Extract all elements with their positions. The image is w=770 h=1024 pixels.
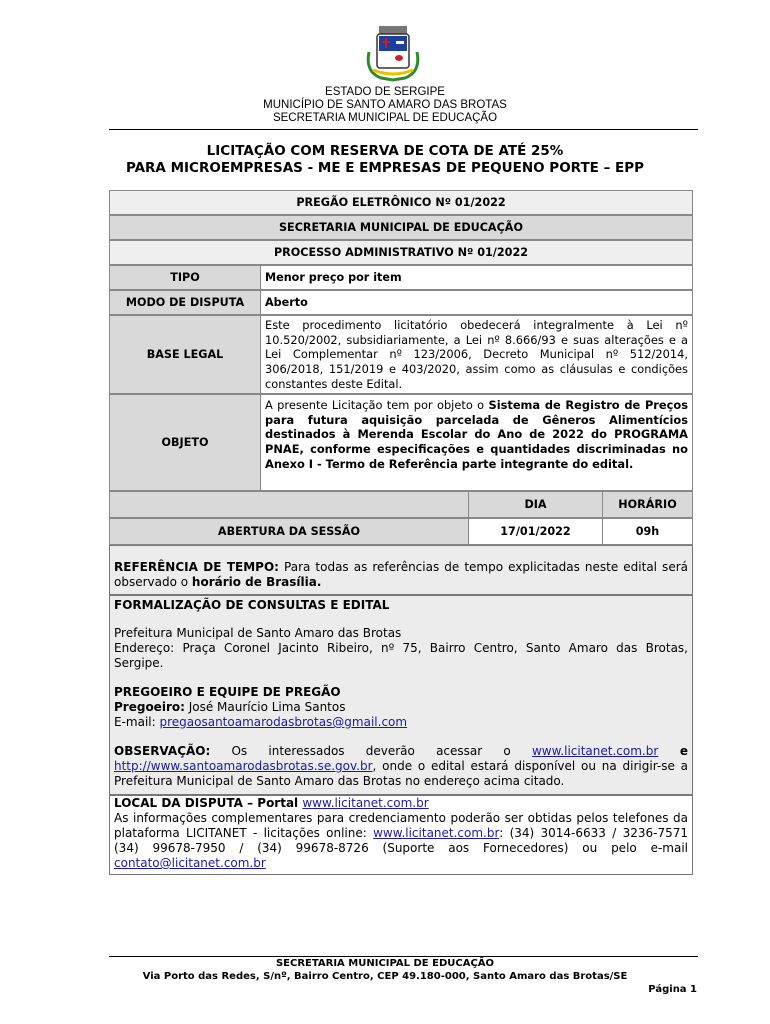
- dia-horario-header-row: [109, 491, 693, 518]
- local-heading: [114, 796, 688, 811]
- pregao-number: PREGÃO ELETRÔNICO Nº 01/2022: [296, 196, 506, 209]
- prefeitura-line: Prefeitura Municipal de Santo Amaro das Brotas: [114, 626, 402, 640]
- base-legal-row: [109, 315, 693, 394]
- municipal-crest-icon: [361, 22, 425, 82]
- prefeitura-site-link[interactable]: http://www.santoamarodasbrotas.se.gov.br: [114, 759, 373, 773]
- abertura-dia: 17/01/2022: [469, 519, 603, 544]
- base-legal-text: Este procedimento licitatório obedecerá integralmente à Lei nº 10.520/2002, subsidiariamente, a Lei nº 8.666/93 e suas alterações e a Lei Complementar nº 123/2006, Decreto Municipal nº 512/2014, 306/2018, 151/2019 e 403/2020, assim como as cláusulas e condições constantes deste Edital.: [261, 316, 692, 393]
- footer-secretariat: SECRETARIA MUNICIPAL DE EDUCAÇÃO: [275, 958, 495, 969]
- horario-label: HORÁRIO: [618, 498, 677, 511]
- secretaria-name: SECRETARIA MUNICIPAL DE EDUCAÇÃO: [279, 221, 523, 234]
- formalizacao-heading: FORMALIZAÇÃO DE CONSULTAS E EDITAL: [114, 598, 390, 612]
- base-legal-label: BASE LEGAL: [110, 316, 261, 393]
- header-state: ESTADO DE SERGIPE: [325, 86, 445, 98]
- pregoeiro-name-line: [114, 700, 688, 715]
- footer-page-number: Página 1: [648, 984, 697, 995]
- referencia-label: REFERÊNCIA DE TEMPO:: [114, 560, 279, 574]
- observacao-body1: Os interessados deverão acessar o: [210, 744, 532, 758]
- dia-horario-spacer: [110, 492, 469, 517]
- observacao-label: OBSERVAÇÃO:: [114, 744, 211, 758]
- processo-row: [109, 240, 693, 265]
- referencia-bold: horário de Brasília.: [191, 575, 322, 589]
- local-licitanet-link[interactable]: www.licitanet.com.br: [373, 826, 500, 840]
- pregao-row: [109, 190, 693, 215]
- tipo-row: [109, 265, 693, 290]
- observacao-and: e: [658, 744, 688, 758]
- local-email-link[interactable]: contato@licitanet.com.br: [114, 856, 266, 870]
- dia-label: DIA: [469, 492, 603, 517]
- tipo-label: TIPO: [110, 266, 261, 289]
- observacao-text: [114, 744, 688, 789]
- modo-label: MODO DE DISPUTA: [110, 291, 261, 314]
- doc-title-line1: LICITAÇÃO COM RESERVA DE COTA DE ATÉ 25%: [206, 143, 564, 159]
- observacao-body2: , onde o edital estará disponível ou na dirigir-se a Prefeitura Municipal de Santo Amaro das Brotas no endereço acima citado.: [114, 759, 688, 788]
- modo-value: Aberto: [261, 291, 692, 314]
- header-divider: [109, 129, 698, 130]
- abertura-label: ABERTURA DA SESSÃO: [110, 519, 469, 544]
- referencia-body: Para todas as referências de tempo explicitadas neste edital será observado o: [114, 560, 688, 589]
- pregoeiro-label: Pregoeiro:: [114, 700, 185, 714]
- modo-row: [109, 290, 693, 315]
- doc-title-line2: PARA MICROEMPRESAS - ME E EMPRESAS DE PEQUENO PORTE – EPP: [125, 160, 645, 176]
- abertura-row: [109, 518, 693, 545]
- pregoeiro-name: José Maurício Lima Santos: [184, 700, 346, 714]
- licitanet-link[interactable]: www.licitanet.com.br: [531, 744, 659, 758]
- endereco-line: Endereço: Praça Coronel Jacinto Ribeiro, nº 75, Bairro Centro, Santo Amaro das Brotas, Sergipe.: [114, 641, 688, 670]
- local-text: [114, 811, 688, 871]
- referencia-text: [114, 560, 688, 590]
- abertura-hora: 09h: [603, 519, 692, 544]
- objeto-row: [109, 394, 693, 491]
- local-label: LOCAL DA DISPUTA – Portal: [114, 796, 303, 810]
- objeto-prefix: A presente Licitação tem por objeto o: [265, 398, 489, 412]
- tipo-value: Menor preço por item: [261, 266, 692, 289]
- pregoeiro-email-line: [114, 715, 688, 730]
- processo-number: PROCESSO ADMINISTRATIVO Nº 01/2022: [273, 246, 529, 259]
- local-body1: As informações complementares para credenciamento poderão ser obtidas pelos telefones da plataforma LICITANET - licitações online:: [114, 811, 688, 840]
- email-label: E-mail:: [114, 715, 160, 729]
- pregoeiro-heading: PREGOEIRO E EQUIPE DE PREGÃO: [114, 685, 341, 699]
- local-body2: : (34) 3014-6633 / 3236-7571 (34) 99678-7950 / (34) 99678-8726 (Suporte aos Fornecedores) ou pelo e-mail: [114, 826, 688, 855]
- local-portal-link[interactable]: www.licitanet.com.br: [302, 796, 429, 810]
- secretaria-row: [109, 215, 693, 240]
- pregoeiro-email-link[interactable]: pregaosantoamarodasbrotas@gmail.com: [159, 715, 408, 729]
- objeto-label: OBJETO: [110, 395, 261, 490]
- footer-address: Via Porto das Redes, S/nº, Bairro Centro, CEP 49.180-000, Santo Amaro das Brotas/SE: [142, 971, 628, 982]
- header-secretariat: SECRETARIA MUNICIPAL DE EDUCAÇÃO: [272, 112, 498, 124]
- header-municipality: MUNICÍPIO DE SANTO AMARO DAS BROTAS: [263, 99, 507, 111]
- objeto-bold: Sistema de Registro de Preços para futura aquisição parcelada de Gêneros Alimentícios destinados à Merenda Escolar do Ano de 2022 do PROGRAMA PNAE, conforme especificações e quantidades discriminadas no Anexo I - Termo de Referência parte integrante do edital.: [265, 398, 688, 471]
- objeto-text: [261, 395, 692, 490]
